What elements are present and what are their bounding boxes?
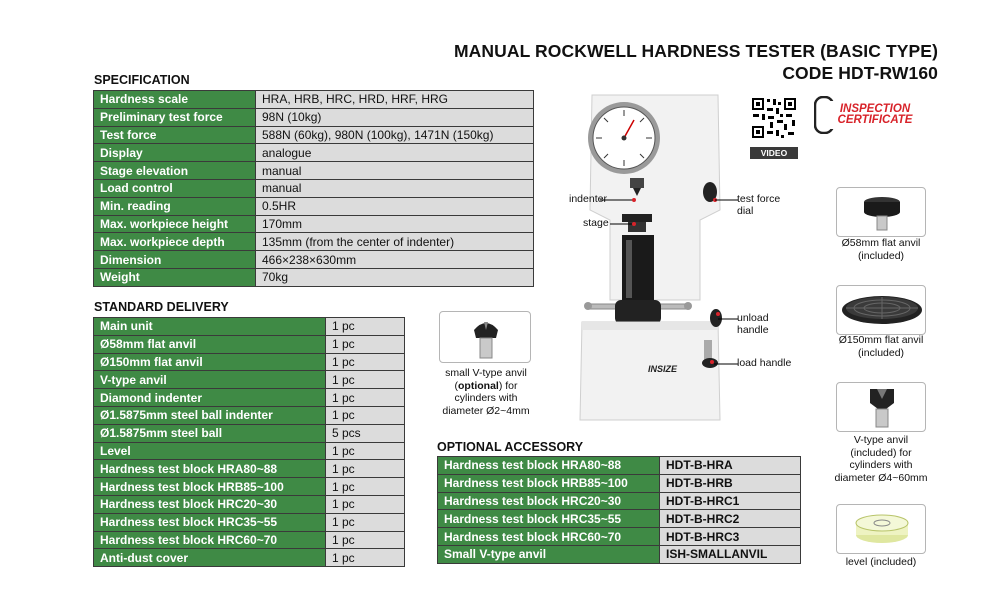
page-title [454, 40, 938, 84]
row-label: Hardness test block HRB85~100 [438, 474, 660, 492]
acc0-line1: Ø58mm flat anvil [841, 237, 921, 249]
table-row [94, 126, 534, 144]
row-label: Test force [94, 126, 256, 144]
row-label: Hardness test block HRC35~55 [94, 513, 326, 531]
table-row [94, 371, 405, 389]
table-row [94, 108, 534, 126]
row-value: 1 pc [326, 513, 405, 531]
video-qr-code[interactable] [750, 96, 798, 158]
table-row [94, 144, 534, 162]
row-label: V-type anvil [94, 371, 326, 389]
small-anvil-line2-tail: ) for [498, 379, 518, 392]
stage-leader [610, 220, 640, 228]
row-value: HDT-B-HRC3 [660, 528, 801, 546]
table-row [438, 528, 801, 546]
table-row [94, 495, 405, 513]
inspection-line2: CERTIFICATE [837, 114, 913, 126]
test-force-line2: dial [737, 205, 754, 217]
row-value: 1 pc [326, 549, 405, 567]
specification-heading: SPECIFICATION [94, 73, 190, 87]
row-label: Max. workpiece height [94, 215, 256, 233]
table-row [438, 492, 801, 510]
row-value: 1 pc [326, 353, 405, 371]
row-label: Hardness scale [94, 91, 256, 109]
row-value: 1 pc [326, 531, 405, 549]
row-value: 1 pc [326, 389, 405, 407]
test-force-line1: test force [737, 193, 781, 205]
row-value: HDT-B-HRC2 [660, 510, 801, 528]
optional-word: optional [458, 379, 499, 392]
v-type-anvil-caption [816, 434, 946, 484]
small-v-anvil-image [439, 311, 531, 363]
row-value: 1 pc [326, 460, 405, 478]
row-value: ISH-SMALLANVIL [660, 545, 801, 563]
row-label: Anti-dust cover [94, 549, 326, 567]
row-label: Small V-type anvil [438, 545, 660, 563]
row-value: 1 pc [326, 371, 405, 389]
row-value: HDT-B-HRB [660, 474, 801, 492]
optional-accessory-table [437, 456, 801, 564]
standard-delivery-table [93, 317, 405, 567]
row-value: manual [256, 162, 534, 180]
row-label: Level [94, 442, 326, 460]
row-value: 170mm [256, 215, 534, 233]
row-label: Ø150mm flat anvil [94, 353, 326, 371]
table-row [94, 162, 534, 180]
table-row [94, 353, 405, 371]
table-row [94, 215, 534, 233]
row-value: 1 pc [326, 318, 405, 336]
row-label: Min. reading [94, 197, 256, 215]
row-value: HRA, HRB, HRC, HRD, HRF, HRG [256, 91, 534, 109]
table-row [94, 531, 405, 549]
small-anvil-line3: cylinders with [454, 392, 518, 404]
row-label: Ø58mm flat anvil [94, 335, 326, 353]
row-value: 135mm (from the center of indenter) [256, 233, 534, 251]
acc2-line2: (included) for [850, 446, 912, 459]
table-row [94, 442, 405, 460]
acc1-line1: Ø150mm flat anvil [838, 334, 924, 346]
label-stage: stage [583, 217, 609, 229]
table-row [94, 424, 405, 442]
label-test-force-dial [737, 193, 780, 217]
small-anvil-line1: small V-type anvil [445, 367, 527, 379]
test-force-leader [712, 196, 738, 204]
specification-table [93, 90, 534, 287]
flat-anvil-150-image [836, 285, 926, 335]
unload-line2: handle [737, 324, 769, 336]
table-row [94, 91, 534, 109]
table-row [94, 513, 405, 531]
table-row [94, 549, 405, 567]
row-value: 1 pc [326, 442, 405, 460]
table-row [438, 545, 801, 563]
row-label: Preliminary test force [94, 108, 256, 126]
label-load-handle: load handle [737, 357, 792, 369]
row-label: Load control [94, 179, 256, 197]
title-line-2: CODE HDT-RW160 [782, 63, 938, 83]
table-row [94, 197, 534, 215]
table-row [94, 268, 534, 286]
brand-logo: INSIZE [648, 364, 678, 374]
row-value: 70kg [256, 268, 534, 286]
row-label: Display [94, 144, 256, 162]
inspection-line1: INSPECTION [839, 103, 911, 115]
row-value: 1 pc [326, 495, 405, 513]
load-leader [714, 360, 738, 368]
row-label: Weight [94, 268, 256, 286]
qr-code-icon [750, 96, 798, 140]
v-type-anvil-image [836, 382, 926, 432]
acc1-line2: (included) [857, 346, 905, 359]
table-row [94, 251, 534, 269]
row-label: Hardness test block HRA80~88 [438, 457, 660, 475]
row-label: Ø1.5875mm steel ball [94, 424, 326, 442]
inspection-certificate-badge [814, 96, 926, 134]
label-indenter: indenter [569, 193, 607, 205]
label-unload-handle [737, 312, 769, 336]
table-row [94, 335, 405, 353]
row-label: Hardness test block HRC60~70 [94, 531, 326, 549]
row-value: HDT-B-HRA [660, 457, 801, 475]
row-value: 1 pc [326, 406, 405, 424]
level-image [836, 504, 926, 554]
table-row [94, 318, 405, 336]
row-label: Hardness test block HRB85~100 [94, 478, 326, 496]
video-label: VIDEO [750, 147, 798, 159]
level-caption: level (included) [845, 556, 917, 568]
flat-anvil-58-image [836, 187, 926, 237]
row-label: Hardness test block HRC20~30 [94, 495, 326, 513]
row-label: Hardness test block HRA80~88 [94, 460, 326, 478]
small-v-anvil-caption [425, 367, 547, 417]
table-row [94, 179, 534, 197]
row-value: analogue [256, 144, 534, 162]
row-label: Max. workpiece depth [94, 233, 256, 251]
row-label: Hardness test block HRC20~30 [438, 492, 660, 510]
row-value: manual [256, 179, 534, 197]
row-value: 0.5HR [256, 197, 534, 215]
flat-anvil-150-caption [826, 334, 936, 359]
row-label: Hardness test block HRC60~70 [438, 528, 660, 546]
acc2-line1: V-type anvil [853, 434, 909, 446]
row-value: HDT-B-HRC1 [660, 492, 801, 510]
row-label: Main unit [94, 318, 326, 336]
small-anvil-line4: diameter Ø2~4mm [442, 404, 530, 417]
row-label: Dimension [94, 251, 256, 269]
row-value: 466×238×630mm [256, 251, 534, 269]
table-row [94, 233, 534, 251]
indenter-leader [600, 196, 640, 204]
row-value: 98N (10kg) [256, 108, 534, 126]
row-label: Ø1.5875mm steel ball indenter [94, 406, 326, 424]
table-row [94, 460, 405, 478]
table-row [438, 474, 801, 492]
row-label: Stage elevation [94, 162, 256, 180]
acc2-line3: cylinders with [849, 459, 913, 471]
standard-delivery-heading: STANDARD DELIVERY [94, 300, 229, 314]
unload-line1: unload [737, 312, 769, 324]
inspection-text [826, 104, 924, 126]
row-value: 588N (60kg), 980N (100kg), 1471N (150kg) [256, 126, 534, 144]
optional-accessory-heading: OPTIONAL ACCESSORY [437, 440, 584, 454]
hardness-tester-illustration [560, 90, 750, 430]
title-line-1: MANUAL ROCKWELL HARDNESS TESTER (BASIC TYPE) [453, 41, 938, 61]
row-label: Diamond indenter [94, 389, 326, 407]
row-value: 1 pc [326, 335, 405, 353]
table-row [94, 478, 405, 496]
acc2-line4: diameter Ø4~60mm [834, 471, 928, 484]
row-label: Hardness test block HRC35~55 [438, 510, 660, 528]
table-row [94, 389, 405, 407]
table-row [94, 406, 405, 424]
flat-anvil-58-caption [826, 237, 936, 262]
acc0-line2: (included) [857, 249, 905, 262]
row-value: 1 pc [326, 478, 405, 496]
table-row [438, 510, 801, 528]
small-anvil-line2: (optional) for [454, 379, 518, 392]
row-value: 5 pcs [326, 424, 405, 442]
unload-leader [718, 315, 738, 323]
table-row [438, 457, 801, 475]
